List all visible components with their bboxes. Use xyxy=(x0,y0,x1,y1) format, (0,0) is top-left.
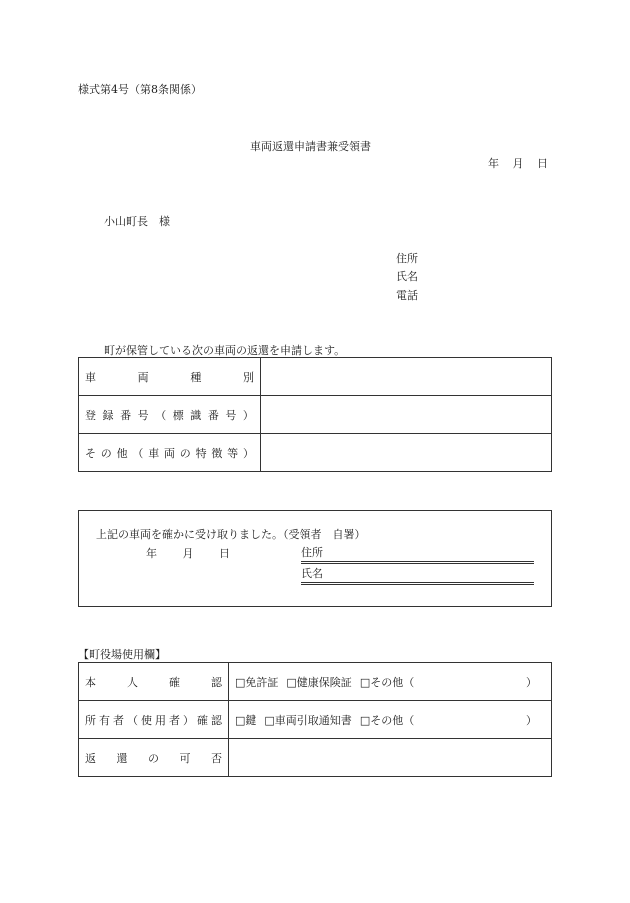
table-row xyxy=(79,358,552,396)
applicant-phone-label: 電話 xyxy=(396,289,418,302)
row-label xyxy=(79,358,261,396)
applicant-name-label: 氏名 xyxy=(396,270,418,283)
label-char: の xyxy=(148,751,159,765)
table-row xyxy=(79,663,552,701)
label-char: 確 xyxy=(169,675,180,689)
office-use-table xyxy=(78,662,552,777)
label-char: 認 xyxy=(211,713,222,727)
label-char: 徴 xyxy=(211,446,223,460)
label-char: 識 xyxy=(190,408,202,422)
identity-check-options xyxy=(229,663,552,701)
receipt-statement: 上記の車両を確かに受け取りました。（受領者 自署） xyxy=(96,528,366,541)
row-label xyxy=(79,434,261,472)
label-char: ） xyxy=(242,446,254,460)
receiver-address-field[interactable]: 住所 xyxy=(301,544,534,564)
closing-paren: ） xyxy=(526,713,537,727)
label-char: 可 xyxy=(179,751,191,765)
registration-number-cell[interactable] xyxy=(261,396,552,434)
label-char: 車 xyxy=(148,446,160,460)
label-char: 特 xyxy=(195,446,207,460)
label-char: 両 xyxy=(137,370,149,384)
label-char: 還 xyxy=(116,751,128,765)
label-char: 標 xyxy=(172,408,184,422)
label-char: そ xyxy=(85,446,96,460)
request-statement: 町が保管している次の車両の返還を申請します。 xyxy=(104,344,346,357)
label-char: 番 xyxy=(207,408,219,422)
office-use-heading: 【町役場使用欄】 xyxy=(78,648,166,661)
label-char: 登 xyxy=(85,408,96,422)
applicant-address-label: 住所 xyxy=(396,252,418,265)
other-checkbox[interactable]: □その他（ xyxy=(359,675,415,689)
receiver-name-field[interactable]: 氏名 xyxy=(301,565,534,585)
row-label xyxy=(79,739,229,777)
label-char: 者 xyxy=(113,713,124,727)
row-label xyxy=(79,396,261,434)
label-char: （ xyxy=(127,713,138,727)
label-char: 種 xyxy=(190,370,202,384)
label-char: 号 xyxy=(225,408,237,422)
label-char: 両 xyxy=(163,446,175,460)
recipient: 小山町長 様 xyxy=(104,215,170,228)
document-title: 車両返還申請書兼受領書 xyxy=(250,140,371,153)
license-checkbox[interactable]: □免許証 xyxy=(235,675,279,689)
row-label xyxy=(79,663,229,701)
other-checkbox[interactable]: □その他（ xyxy=(359,713,415,727)
label-text xyxy=(85,407,254,423)
closing-paren: ） xyxy=(526,675,537,689)
label-char: の xyxy=(100,446,112,460)
label-char: 録 xyxy=(102,408,114,422)
owner-check-options xyxy=(229,701,552,739)
label-char: 返 xyxy=(85,751,96,765)
label-char: 車 xyxy=(85,370,96,384)
label-char: 確 xyxy=(197,713,208,727)
label-char: 認 xyxy=(211,675,222,689)
vehicle-type-cell[interactable] xyxy=(261,358,552,396)
receipt-date: 年 月 日 xyxy=(146,547,230,560)
form-number: 様式第4号（第8条関係） xyxy=(78,83,202,96)
label-char: ） xyxy=(242,408,254,422)
label-text xyxy=(85,369,254,385)
table-row xyxy=(79,739,552,777)
label-char: 別 xyxy=(242,370,254,384)
pickup-notice-checkbox[interactable]: □車両引取通知書 xyxy=(264,713,352,727)
other-features-cell[interactable] xyxy=(261,434,552,472)
row-label xyxy=(79,701,229,739)
label-char: 有 xyxy=(99,713,110,727)
label-text xyxy=(85,445,254,461)
label-char: の xyxy=(179,446,191,460)
label-char: 否 xyxy=(211,751,222,765)
label-char: （ xyxy=(132,446,144,460)
label-text xyxy=(85,750,222,766)
health-insurance-checkbox[interactable]: □健康保険証 xyxy=(286,675,352,689)
table-row xyxy=(79,396,552,434)
label-char: 他 xyxy=(116,446,128,460)
label-char: （ xyxy=(155,408,167,422)
label-char: 等 xyxy=(227,446,239,460)
label-text xyxy=(85,674,222,690)
label-char: ） xyxy=(183,713,194,727)
label-char: 使 xyxy=(141,713,152,727)
key-checkbox[interactable]: □鍵 xyxy=(235,713,257,727)
receipt-box xyxy=(78,510,552,607)
application-date: 年 月 日 xyxy=(488,157,548,170)
label-text xyxy=(85,712,222,728)
label-char: 号 xyxy=(137,408,149,422)
vehicle-table xyxy=(78,357,552,472)
label-char: 人 xyxy=(127,675,138,689)
label-char: 本 xyxy=(85,675,96,689)
label-char: 所 xyxy=(85,713,96,727)
table-row xyxy=(79,434,552,472)
table-row xyxy=(79,701,552,739)
label-char: 者 xyxy=(169,713,180,727)
label-char: 番 xyxy=(120,408,132,422)
label-char: 用 xyxy=(155,713,166,727)
return-approval-cell[interactable] xyxy=(229,739,552,777)
